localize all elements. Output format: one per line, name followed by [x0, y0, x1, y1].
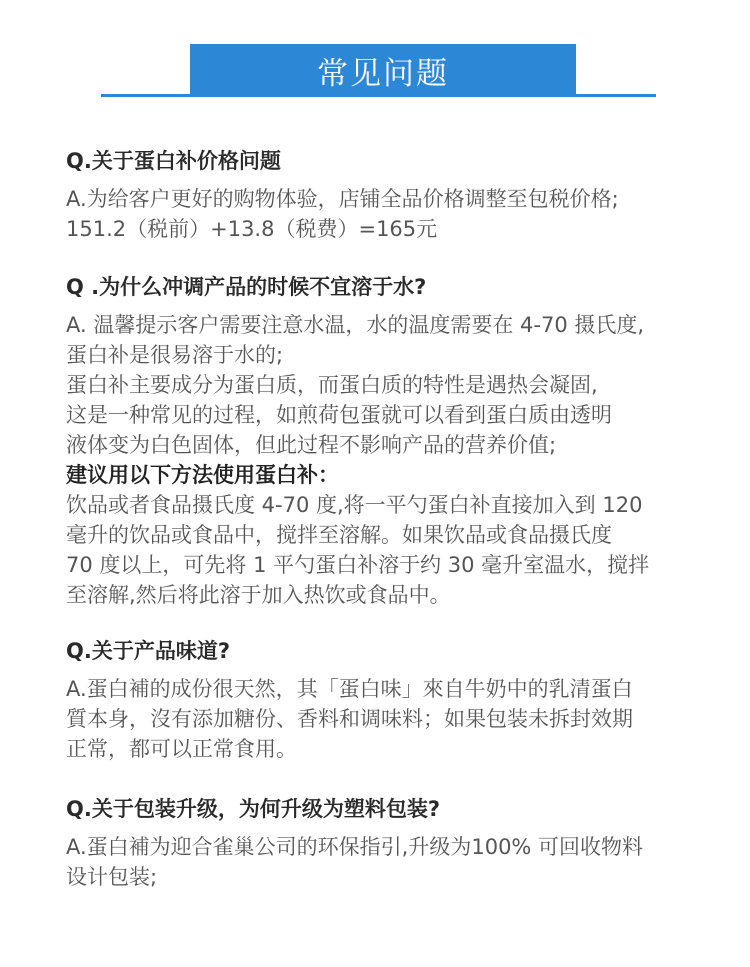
answer-line: A.为给客户更好的购物体验，店铺全品价格调整至包税价格;: [66, 187, 619, 211]
header: [0, 0, 750, 100]
page-title: 常见问题: [317, 55, 449, 92]
faq-item-packaging: [66, 794, 696, 892]
faq-answer: [66, 832, 696, 892]
answer-line: A. 温馨提示客户需要注意水温，水的温度需要在 4-70 摄氏度,: [66, 313, 645, 337]
faq-question: Q.关于产品味道?: [66, 639, 231, 663]
answer-line: A.蛋白補的成份很天然，其「蛋白味」來自牛奶中的乳清蛋白: [66, 677, 633, 701]
answer-line: 質本身，沒有添加糖份、香料和调味料；如果包装未拆封效期: [66, 707, 633, 731]
answer-line: 151.2（税前）+13.8（税费）=165元: [66, 217, 438, 241]
answer-line: 蛋白补主要成分为蛋白质，而蛋白质的特性是遇热会凝固,: [66, 373, 598, 397]
answer-line: 蛋白补是很易溶于水的;: [66, 343, 284, 367]
answer-bold-heading: 建议用以下方法使用蛋白补：: [66, 463, 339, 487]
faq-item-price: [66, 146, 696, 244]
faq-question: Q.关于蛋白补价格问题: [66, 149, 281, 173]
faq-question: Q.关于包装升级，为何升级为塑料包装?: [66, 797, 441, 821]
answer-line: 70 度以上，可先将 1 平勺蛋白补溶于约 30 毫升室温水，搅拌: [66, 553, 650, 577]
faq-item-taste: [66, 636, 696, 764]
faq-item-water: [66, 272, 696, 610]
page-title-box: [190, 44, 576, 96]
answer-line: 至溶解,然后将此溶于加入热饮或食品中。: [66, 583, 451, 607]
faq-question: Q .为什么冲调产品的时候不宜溶于水?: [66, 275, 427, 299]
faq-answer: [66, 310, 696, 610]
answer-line: 设计包装;: [66, 865, 158, 889]
faq-answer: [66, 184, 696, 244]
title-underline: [101, 94, 656, 97]
answer-line: 液体变为白色固体，但此过程不影响产品的营养价值;: [66, 433, 557, 457]
answer-line: 毫升的饮品或食品中，搅拌至溶解。如果饮品或食品摄氏度: [66, 523, 612, 547]
answer-line: 这是一种常见的过程，如煎荷包蛋就可以看到蛋白质由透明: [66, 403, 612, 427]
faq-answer: [66, 674, 696, 764]
answer-line: 正常，都可以正常食用。: [66, 737, 297, 761]
answer-line: 饮品或者食品摄氏度 4-70 度,将一平勺蛋白补直接加入到 120: [66, 493, 643, 517]
answer-line: A.蛋白補为迎合雀巢公司的环保指引,升级为100% 可回收物料: [66, 835, 644, 859]
